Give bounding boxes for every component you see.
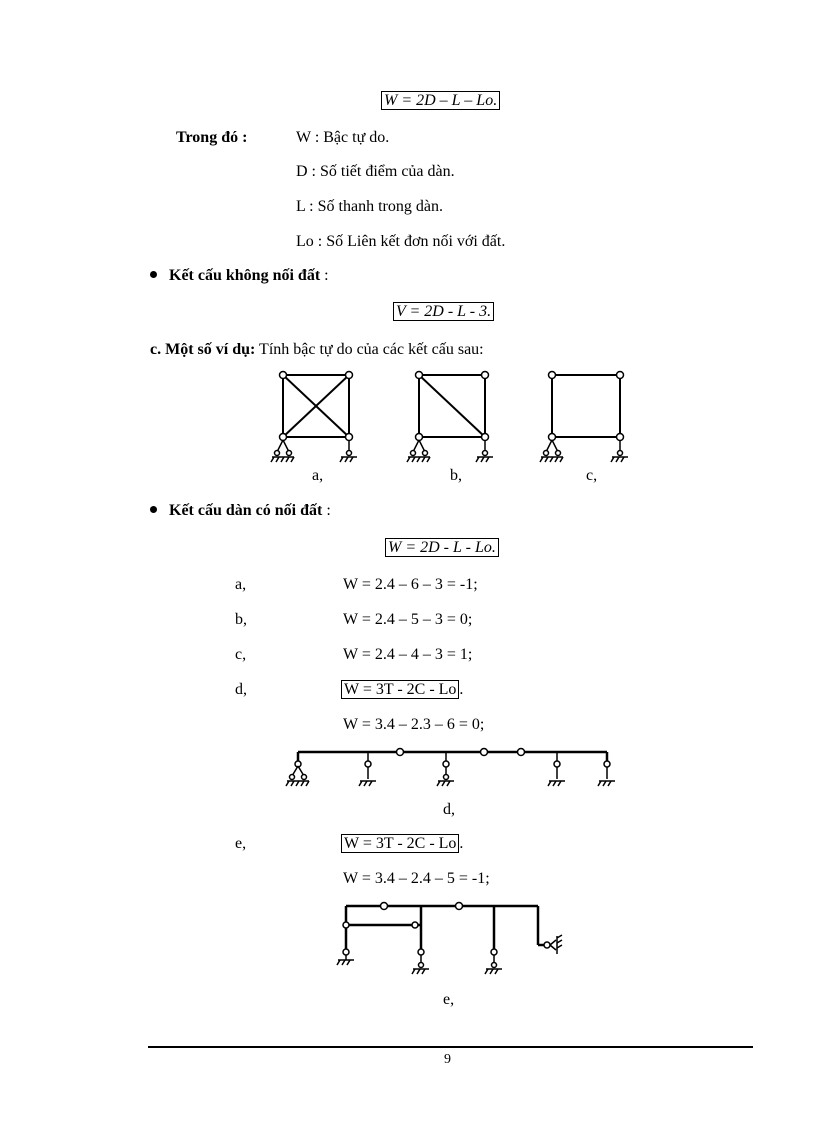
bullet-grounded: Kết cấu dàn có nối đất : (150, 501, 331, 521)
calc-eq-b: W = 2.4 – 5 – 3 = 0; (343, 611, 473, 628)
bullet-ungrounded: Kết cấu không nối đất : (150, 266, 329, 286)
formula-e: W = 3T - 2C - Lo . (341, 834, 463, 854)
figure-label-c: c, (586, 467, 598, 484)
caption-e: e, (443, 991, 455, 1008)
formula-d: W = 3T - 2C - Lo . (341, 680, 463, 700)
definition-d: D : Số tiết điểm của dàn. (296, 163, 455, 180)
footer-rule (148, 1046, 753, 1048)
formula-grounded-2: W = 2D - L - Lo. (385, 538, 499, 558)
figure-label-b: b, (450, 467, 462, 484)
calc-eq-a: W = 2.4 – 6 – 3 = -1; (343, 576, 478, 593)
definition-l: L : Số thanh trong dàn. (296, 198, 443, 215)
formula-ungrounded: V = 2D - L - 3. (393, 302, 494, 322)
calc-eq-c: W = 2.4 – 4 – 3 = 1; (343, 646, 473, 663)
calc-label-c: c, (235, 646, 247, 663)
calc-label-e: e, (235, 835, 247, 852)
formula-grounded: W = 2D – L – Lo. (381, 91, 500, 111)
trong-do-label: Trong đó : (176, 129, 248, 146)
page-number: 9 (444, 1052, 451, 1067)
figure-label-a: a, (312, 467, 324, 484)
caption-d: d, (443, 801, 455, 818)
definition-w: W : Bậc tự do. (296, 129, 390, 146)
examples-heading: c. Một số ví dụ: Tính bậc tự do của các kết cấu sau: (150, 341, 484, 358)
calc-label-d: d, (235, 681, 247, 698)
calc-label-a: a, (235, 576, 247, 593)
definition-lo: Lo : Số Liên kết đơn nối với đất. (296, 233, 506, 250)
calc-eq-e: W = 3.4 – 2.4 – 5 = -1; (343, 870, 490, 887)
calc-label-b: b, (235, 611, 247, 628)
calc-eq-d: W = 3.4 – 2.3 – 6 = 0; (343, 716, 485, 733)
